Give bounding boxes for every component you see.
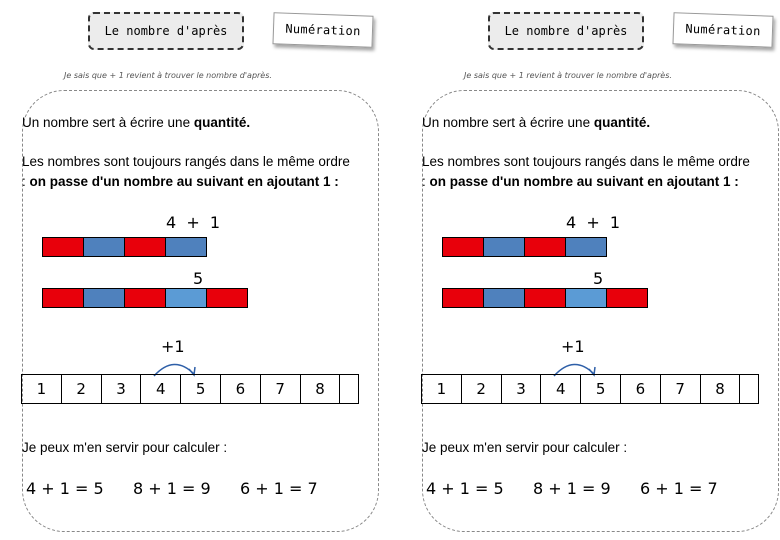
lesson-title: Le nombre d'après: [488, 12, 644, 50]
number-line: [21, 374, 359, 404]
paragraph-quantity: Un nombre sert à écrire une quantité.: [422, 115, 651, 130]
lesson-title: Le nombre d'après: [88, 12, 244, 50]
bar-cell-red: [206, 288, 248, 308]
subject-tag: Numération: [272, 12, 373, 47]
result-label: 5: [593, 269, 604, 288]
bar-cell-blue: [165, 237, 207, 257]
bar-cell-red: [442, 288, 484, 308]
calculation-2: 8 + 1 = 9: [133, 479, 211, 498]
number-line-cell: 1: [21, 375, 61, 403]
bar-cell-red: [42, 237, 84, 257]
bar-cell-blue: [83, 237, 125, 257]
objective-text: Je sais que + 1 revient à trouver le nombre d'après.: [464, 71, 672, 80]
result-label: 5: [193, 269, 204, 288]
plus-one-label: +1: [561, 337, 585, 356]
number-line-cell: 5: [180, 375, 220, 403]
quantity-bar-four-plus-one: [442, 237, 607, 257]
bar-cell-red: [42, 288, 84, 308]
calculation-3: 6 + 1 = 7: [240, 479, 318, 498]
bar-cell-blue: [83, 288, 125, 308]
quantity-bar-five: [42, 288, 248, 308]
bar-cell-blue: [483, 288, 525, 308]
number-line-cell: 6: [220, 375, 260, 403]
quantity-bar-four-plus-one: [42, 237, 207, 257]
bar-cell-red: [124, 237, 166, 257]
objective-text: Je sais que + 1 revient à trouver le nombre d'après.: [64, 71, 272, 80]
number-line-cell: 3: [501, 375, 541, 403]
bar-cell-lblue: [165, 288, 207, 308]
number-line-cell: 7: [660, 375, 700, 403]
number-line-cell: 4: [540, 375, 580, 403]
number-line-cell: 2: [461, 375, 501, 403]
bar-cell-blue: [565, 237, 607, 257]
paragraph-calculate: Je peux m'en servir pour calculer :: [22, 440, 228, 455]
bar-cell-red: [606, 288, 648, 308]
number-line-end: [339, 375, 359, 403]
calculation-2: 8 + 1 = 9: [533, 479, 611, 498]
number-line-cell: 5: [580, 375, 620, 403]
number-line-cell: 3: [101, 375, 141, 403]
calculation-1: 4 + 1 = 5: [26, 479, 104, 498]
bar-cell-blue: [483, 237, 525, 257]
number-line-cell: 6: [620, 375, 660, 403]
bar-cell-red: [442, 237, 484, 257]
paragraph-quantity: Un nombre sert à écrire une quantité.: [22, 115, 251, 130]
subject-tag: Numération: [672, 12, 773, 47]
number-line-cell: 7: [260, 375, 300, 403]
number-line-cell: 8: [700, 375, 740, 403]
paragraph-calculate: Je peux m'en servir pour calculer :: [422, 440, 628, 455]
paragraph-order: Les nombres sont toujours rangés dans le même ordre : on passe d'un nombre au suivant en ajoutant 1 :: [422, 154, 750, 189]
bar-cell-lblue: [565, 288, 607, 308]
number-line-cell: 8: [300, 375, 340, 403]
quantity-bar-five: [442, 288, 648, 308]
calculation-1: 4 + 1 = 5: [426, 479, 504, 498]
number-line-cell: 2: [61, 375, 101, 403]
expression-label: 4 + 1: [166, 213, 221, 232]
number-line-end: [739, 375, 759, 403]
bar-cell-red: [524, 288, 566, 308]
paragraph-order: Les nombres sont toujours rangés dans le même ordre : on passe d'un nombre au suivant en ajoutant 1 :: [22, 154, 350, 189]
plus-one-label: +1: [161, 337, 185, 356]
number-line: [421, 374, 759, 404]
expression-label: 4 + 1: [566, 213, 621, 232]
number-line-cell: 4: [140, 375, 180, 403]
number-line-cell: 1: [421, 375, 461, 403]
bar-cell-red: [524, 237, 566, 257]
calculation-3: 6 + 1 = 7: [640, 479, 718, 498]
bar-cell-red: [124, 288, 166, 308]
lesson-sheet-2: [400, 0, 780, 540]
